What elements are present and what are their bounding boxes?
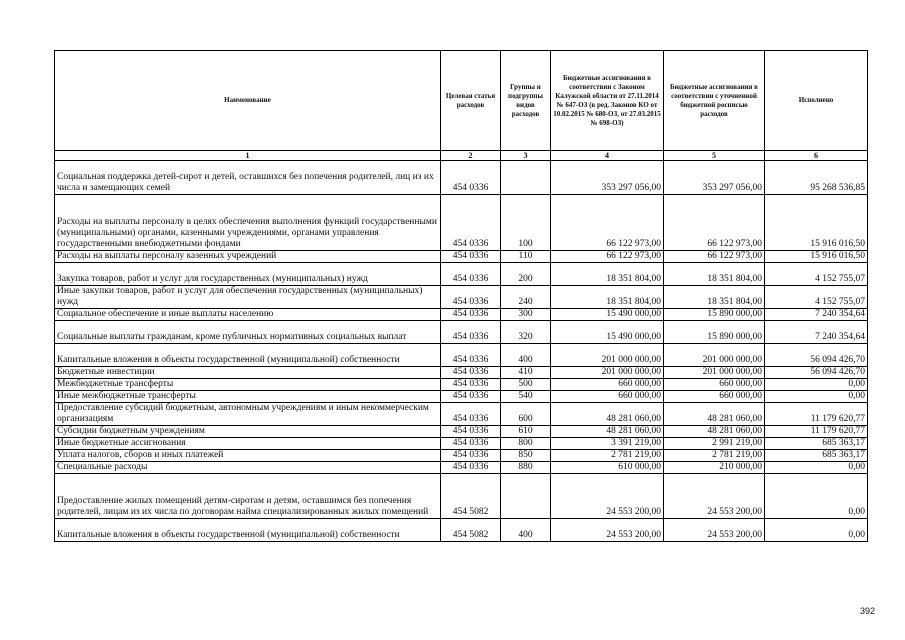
header-assign-refined: Бюджетные ассигнования в соответствии с уточненной бюджетной росписью расходов: [664, 51, 765, 151]
row-assign-refined: 2 991 219,00: [664, 438, 765, 450]
table-row: [55, 286, 868, 309]
row-assign-law: 660 000,00: [551, 379, 664, 391]
row-assign-law: 48 281 060,00: [551, 426, 664, 438]
row-name: Межбюджетные трансферты: [55, 379, 441, 391]
row-target-code: 454 0336: [441, 344, 501, 367]
row-assign-law: 48 281 060,00: [551, 403, 664, 426]
row-name: Иные межбюджетные трансферты: [55, 391, 441, 403]
table-body: [55, 161, 868, 542]
row-group-code: 540: [501, 391, 551, 403]
row-group-code: 800: [501, 438, 551, 450]
row-group-code: 240: [501, 286, 551, 309]
row-name: Уплата налогов, сборов и иных платежей: [55, 450, 441, 462]
col-number: 1: [55, 151, 441, 161]
table-row: [55, 391, 868, 403]
row-name: Социальные выплаты гражданам, кроме публичных нормативных социальных выплат: [55, 321, 441, 344]
row-group-code: 300: [501, 309, 551, 321]
row-group-code: 600: [501, 403, 551, 426]
table-header: [55, 51, 868, 161]
row-assign-law: 660 000,00: [551, 391, 664, 403]
col-number: 5: [664, 151, 765, 161]
col-number: 4: [551, 151, 664, 161]
row-group-code: 320: [501, 321, 551, 344]
row-group-code: 400: [501, 344, 551, 367]
row-name: Расходы на выплаты персоналу казенных учреждений: [55, 251, 441, 263]
row-executed: 7 240 354,64: [765, 309, 868, 321]
row-target-code: 454 5082: [441, 519, 501, 542]
table-row: [55, 195, 868, 251]
row-target-code: 454 0336: [441, 195, 501, 251]
row-target-code: 454 0336: [441, 286, 501, 309]
row-executed: 0,00: [765, 474, 868, 519]
row-assign-refined: 24 553 200,00: [664, 474, 765, 519]
row-assign-law: 66 122 973,00: [551, 251, 664, 263]
table-row: [55, 161, 868, 195]
row-target-code: 454 0336: [441, 263, 501, 286]
row-assign-refined: 66 122 973,00: [664, 195, 765, 251]
row-assign-law: 66 122 973,00: [551, 195, 664, 251]
row-executed: 56 094 426,70: [765, 344, 868, 367]
row-assign-law: 201 000 000,00: [551, 344, 664, 367]
row-assign-refined: 18 351 804,00: [664, 263, 765, 286]
row-target-code: 454 0336: [441, 403, 501, 426]
row-executed: 4 152 755,07: [765, 263, 868, 286]
row-assign-law: 3 391 219,00: [551, 438, 664, 450]
header-target: Целевая статья расходов: [441, 51, 501, 151]
row-executed: 0,00: [765, 391, 868, 403]
row-executed: 0,00: [765, 379, 868, 391]
row-executed: 685 363,17: [765, 438, 868, 450]
row-group-code: 880: [501, 462, 551, 474]
row-target-code: 454 0336: [441, 367, 501, 379]
row-group-code: 110: [501, 251, 551, 263]
row-target-code: 454 0336: [441, 161, 501, 195]
header-assign-law: Бюджетные ассигнования в соответствии с Законом Калужской области от 27.11.2014 № 647-ОЗ (в ред. Законов КО от 10.02.2015 № 680-ОЗ, от 27.03.2015 № 698-ОЗ): [551, 51, 664, 151]
row-target-code: 454 0336: [441, 391, 501, 403]
row-executed: 15 916 016,50: [765, 251, 868, 263]
row-assign-refined: 15 890 000,00: [664, 321, 765, 344]
row-assign-refined: 201 000 000,00: [664, 367, 765, 379]
table-row: [55, 474, 868, 519]
row-group-code: 100: [501, 195, 551, 251]
row-assign-law: 2 781 219,00: [551, 450, 664, 462]
row-assign-law: 18 351 804,00: [551, 263, 664, 286]
row-group-code: 610: [501, 426, 551, 438]
page-number: 392: [860, 606, 876, 616]
row-target-code: 454 0336: [441, 251, 501, 263]
row-assign-refined: 24 553 200,00: [664, 519, 765, 542]
table-row: [55, 367, 868, 379]
row-executed: 685 363,17: [765, 450, 868, 462]
table-row: [55, 251, 868, 263]
table-row: [55, 519, 868, 542]
table-row: [55, 438, 868, 450]
row-target-code: 454 0336: [441, 450, 501, 462]
header-groups: Группы и подгруппы видов расходов: [501, 51, 551, 151]
row-group-code: 410: [501, 367, 551, 379]
row-executed: 11 179 620,77: [765, 426, 868, 438]
table-row: [55, 379, 868, 391]
row-assign-refined: 15 890 000,00: [664, 309, 765, 321]
row-assign-refined: 18 351 804,00: [664, 286, 765, 309]
table-row: [55, 263, 868, 286]
row-name: Бюджетные инвестиции: [55, 367, 441, 379]
row-name: Предоставление жилых помещений детям-сиротам и детям, оставшимся без попечения родителей, лицам из их числа по договорам найма специализированных жилых помещений: [55, 474, 441, 519]
row-name: Иные закупки товаров, работ и услуг для обеспечения государственных (муниципальных) нужд: [55, 286, 441, 309]
row-assign-law: 353 297 056,00: [551, 161, 664, 195]
row-name: Социальная поддержка детей-сирот и детей, оставшихся без попечения родителей, лиц из их числа и замещающих семей: [55, 161, 441, 195]
row-name: Иные бюджетные ассигнования: [55, 438, 441, 450]
row-assign-law: 610 000,00: [551, 462, 664, 474]
row-executed: 4 152 755,07: [765, 286, 868, 309]
table-row: [55, 450, 868, 462]
row-name: Закупка товаров, работ и услуг для государственных (муниципальных) нужд: [55, 263, 441, 286]
row-group-code: [501, 474, 551, 519]
row-assign-refined: 210 000,00: [664, 462, 765, 474]
table-row: [55, 462, 868, 474]
row-assign-refined: 660 000,00: [664, 391, 765, 403]
row-assign-law: 15 490 000,00: [551, 309, 664, 321]
row-assign-law: 15 490 000,00: [551, 321, 664, 344]
row-name: Предоставление субсидий бюджетным, автономным учреждениям и иным некоммерческим организациям: [55, 403, 441, 426]
row-executed: 56 094 426,70: [765, 367, 868, 379]
budget-table: [54, 50, 868, 542]
table-row: [55, 321, 868, 344]
row-group-code: 400: [501, 519, 551, 542]
row-target-code: 454 0336: [441, 438, 501, 450]
row-executed: 0,00: [765, 519, 868, 542]
row-target-code: 454 0336: [441, 426, 501, 438]
row-executed: 15 916 016,50: [765, 195, 868, 251]
budget-document: [54, 50, 868, 542]
row-executed: 7 240 354,64: [765, 321, 868, 344]
col-number: 2: [441, 151, 501, 161]
row-executed: 11 179 620,77: [765, 403, 868, 426]
row-assign-refined: 2 781 219,00: [664, 450, 765, 462]
row-assign-law: 24 553 200,00: [551, 474, 664, 519]
row-assign-refined: 48 281 060,00: [664, 403, 765, 426]
row-assign-refined: 353 297 056,00: [664, 161, 765, 195]
row-assign-refined: 66 122 973,00: [664, 251, 765, 263]
row-target-code: 454 0336: [441, 462, 501, 474]
row-name: Социальное обеспечение и иные выплаты населению: [55, 309, 441, 321]
table-row: [55, 403, 868, 426]
row-target-code: 454 0336: [441, 309, 501, 321]
table-row: [55, 344, 868, 367]
row-name: Субсидии бюджетным учреждениям: [55, 426, 441, 438]
table-row: [55, 309, 868, 321]
table-row: [55, 426, 868, 438]
row-assign-refined: 48 281 060,00: [664, 426, 765, 438]
row-group-code: 500: [501, 379, 551, 391]
row-assign-law: 24 553 200,00: [551, 519, 664, 542]
row-name: Специальные расходы: [55, 462, 441, 474]
row-group-code: 850: [501, 450, 551, 462]
row-assign-refined: 660 000,00: [664, 379, 765, 391]
row-target-code: 454 5082: [441, 474, 501, 519]
header-name: Наименование: [55, 51, 441, 151]
row-executed: 0,00: [765, 462, 868, 474]
header-executed: Исполнено: [765, 51, 868, 151]
column-numbers-row: [55, 151, 868, 161]
row-assign-refined: 201 000 000,00: [664, 344, 765, 367]
row-executed: 95 268 536,85: [765, 161, 868, 195]
row-target-code: 454 0336: [441, 321, 501, 344]
row-group-code: [501, 161, 551, 195]
row-target-code: 454 0336: [441, 379, 501, 391]
row-group-code: 200: [501, 263, 551, 286]
row-name: Расходы на выплаты персоналу в целях обеспечения выполнения функций государственными (муниципальными) органами, казенными учреждениями, органами управления государственными внебюджетными фондами: [55, 195, 441, 251]
row-name: Капитальные вложения в объекты государственной (муниципальной) собственности: [55, 344, 441, 367]
row-assign-law: 201 000 000,00: [551, 367, 664, 379]
col-number: 3: [501, 151, 551, 161]
col-number: 6: [765, 151, 868, 161]
row-assign-law: 18 351 804,00: [551, 286, 664, 309]
row-name: Капитальные вложения в объекты государственной (муниципальной) собственности: [55, 519, 441, 542]
